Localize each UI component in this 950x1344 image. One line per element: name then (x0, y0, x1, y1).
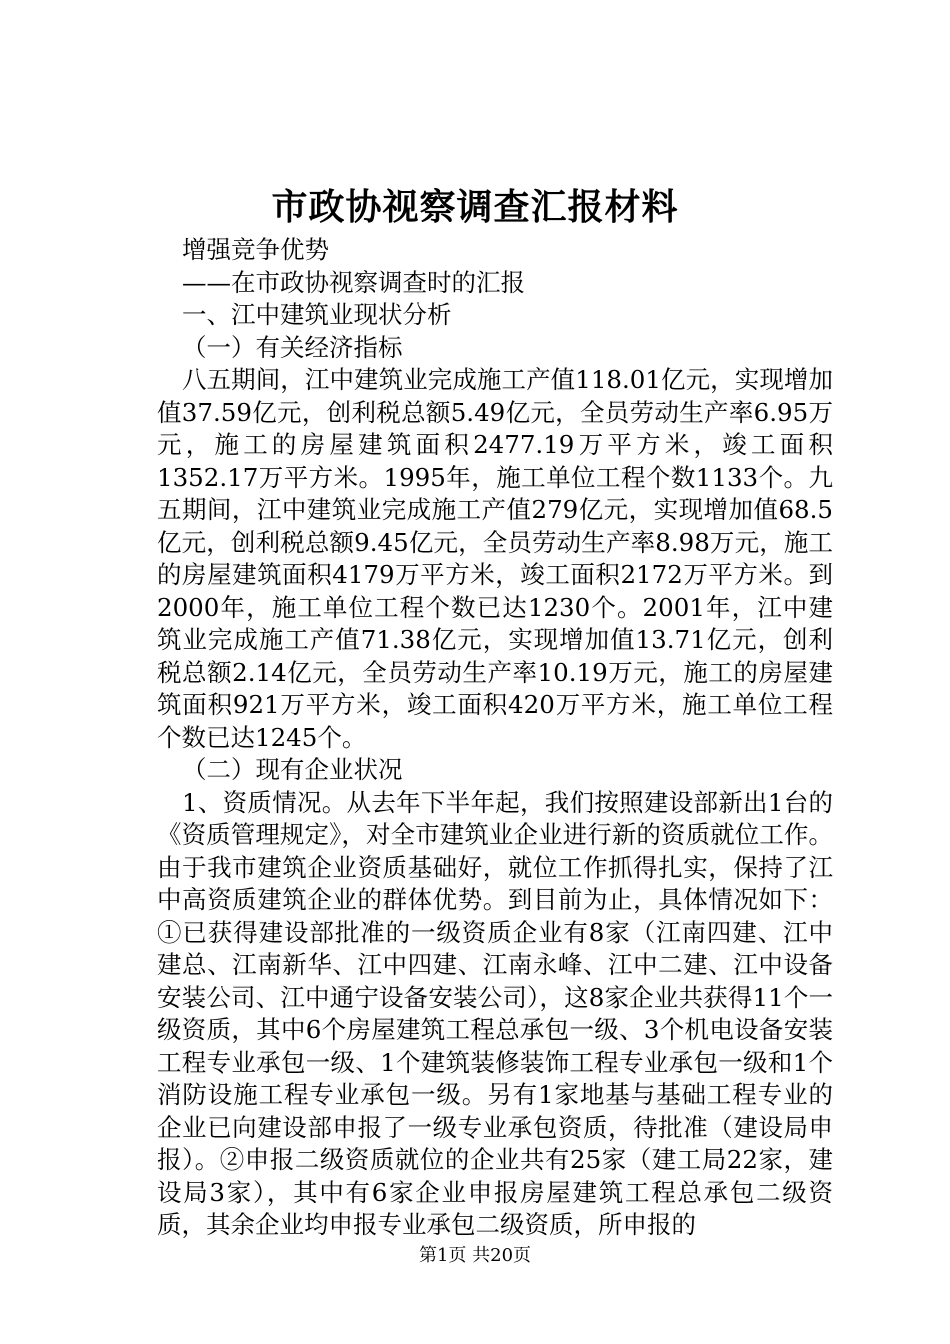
document-title: 市政协视察调查汇报材料 (271, 186, 679, 228)
page-footer: 第1页 共20页 (418, 1245, 532, 1266)
document-body (157, 234, 833, 1242)
section-heading: 一、江中建筑业现状分析 (182, 300, 452, 329)
section-subtitle: 增强竞争优势 (182, 235, 329, 264)
subsection-heading: （二）现有企业状况 (182, 755, 403, 784)
body-paragraph: 八五期间，江中建筑业完成施工产值118.01亿元，实现增加值37.59亿元，创利税总额5.49亿元，全员劳动生产率6.95万元，施工的房屋建筑面积2477.19万平方米，竣工面积1352.17万平方米。1995年，施工单位工程个数1133个。九五期间，江中建筑业完成施工产值279亿元，实现增加值68.5亿元，创利税总额9.45亿元，全员劳动生产率8.98万元，施工的房屋建筑面积4179万平方米，竣工面积2172万平方米。到2000年，施工单位工程个数已达1230个。2001年，江中建筑业完成施工产值71.38亿元，实现增加值13.71亿元，创利税总额2.14亿元，全员劳动生产率10.19万元，施工的房屋建筑面积921万平方米，竣工面积420万平方米，施工单位工程个数已达1245个。 (157, 365, 833, 752)
section-subheading: ——在市政协视察调查时的汇报 (182, 267, 525, 297)
body-paragraph: 1、资质情况。从去年下半年起，我们按照建设部新出1台的《资质管理规定》，对全市建筑业企业进行新的资质就位工作。由于我市建筑企业资质基础好，就位工作抓得扎实，保持了江中高资质建筑企业的群体优势。到目前为止，具体情况如下：①已获得建设部批准的一级资质企业有8家（江南四建、江中建总、江南新华、江中四建、江南永峰、江中二建、江中设备安装公司、江中通宁设备安装公司），这8家企业共获得11个一级资质，其中6个房屋建筑工程总承包一级、3个机电设备安装工程专业承包一级、1个建筑装修装饰工程专业承包一级和1个消防设施工程专业承包一级。另有1家地基与基础工程专业的企业已向建设部申报了一级专业承包资质，待批准（建设局申报）。②申报二级资质就位的企业共有25家（建工局22家，建设局3家），其中有6家企业申报房屋建筑工程总承包二级资质，其余企业均申报专业承包二级资质，所申报的 (157, 787, 833, 1239)
subsection-heading: （一）有关经济指标 (182, 332, 403, 362)
